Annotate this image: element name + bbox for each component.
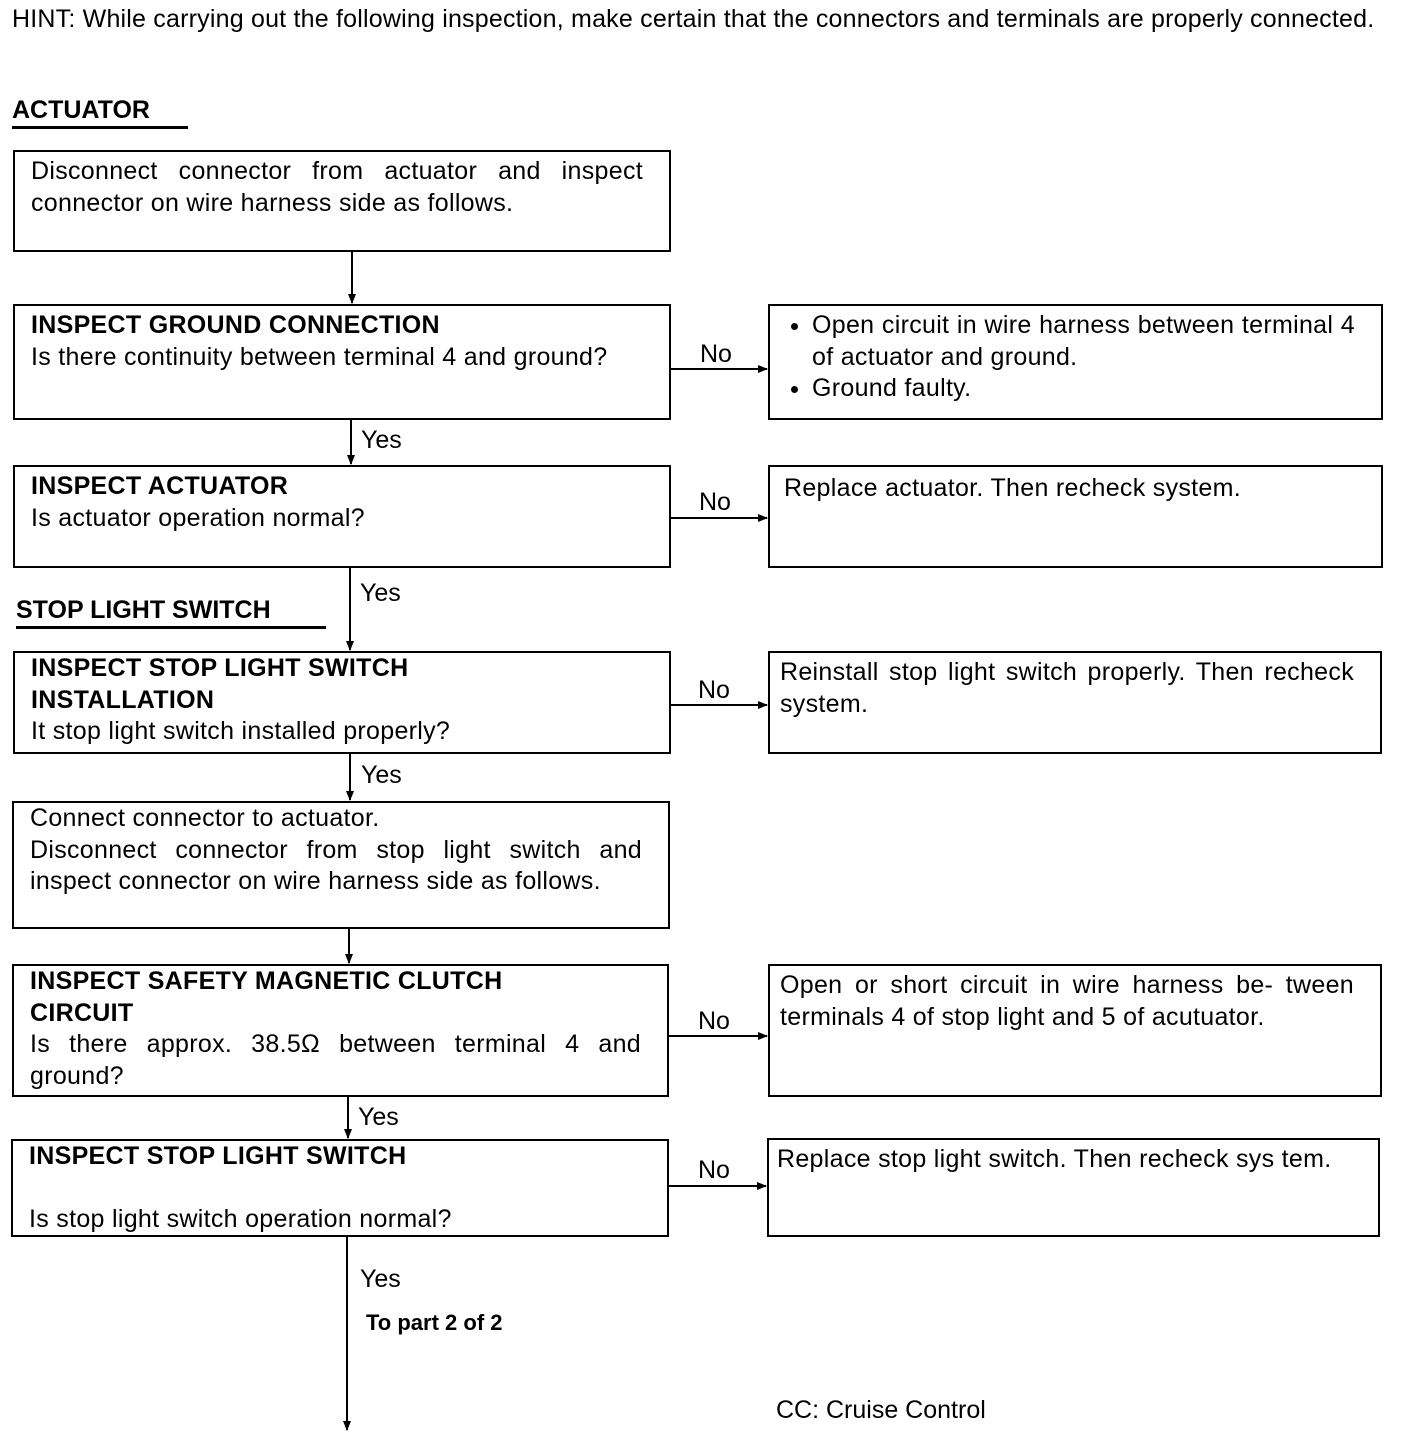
step-inspect-ground-title: INSPECT GROUND CONNECTION [31,311,440,339]
section-heading-actuator: ACTUATOR [12,96,188,129]
no-label-2: No [699,488,731,516]
step-inspect-installation-question: It stop light switch installed properly? [31,717,451,745]
result-replace-switch-text: Replace stop light switch. Then recheck sys tem. [777,1145,1332,1173]
list-item: • Open circuit in wire harness between terminal 4 of actuator and ground. [812,310,1355,373]
step-inspect-clutch-question: Is there approx. 38.5Ω between terminal 4 and ground? [30,1030,641,1090]
section-heading-stop-light-switch: STOP LIGHT SWITCH [16,596,326,629]
step-inspect-stop-switch-title: INSPECT STOP LIGHT SWITCH [29,1142,407,1170]
step-connect-actuator-line1: Connect connector to actuator. [30,804,380,832]
hint-text: HINT: While carrying out the following inspection, make certain that the connectors and terminals are properly connected. [12,5,1375,33]
list-item: • Ground faulty. [812,373,1355,405]
yes-label-1: Yes [361,426,402,454]
yes-label-5: Yes [360,1265,401,1293]
yes-label-4: Yes [358,1103,399,1131]
step-inspect-clutch-title-2: CIRCUIT [30,998,134,1027]
step-inspect-installation-title-1: INSPECT STOP LIGHT SWITCH [31,654,409,682]
yes-label-2: Yes [360,579,401,607]
result-open-short-text: Open or short circuit in wire harness be- tween terminals 4 of stop light and 5 of acutuator. [780,971,1354,1031]
step-inspect-ground-question: Is there continuity between terminal 4 and ground? [31,342,608,371]
step-inspect-clutch-title-1: INSPECT SAFETY MAGNETIC CLUTCH [30,967,503,995]
step-inspect-actuator-title: INSPECT ACTUATOR [31,472,289,500]
step-disconnect-actuator-text: Disconnect connector from actuator and inspect connector on wire harness side as follows. [31,157,643,217]
footnote-abbreviation: CC: Cruise Control [776,1396,986,1424]
no-label-3: No [698,676,730,704]
continuation-label: To part 2 of 2 [366,1310,503,1335]
no-label-5: No [698,1156,730,1184]
yes-label-3: Yes [361,761,402,789]
step-connect-actuator-line2: Disconnect connector from stop light switch and inspect connector on wire harness side as follows. [30,835,642,895]
result-replace-actuator-text: Replace actuator. Then recheck system. [784,474,1241,502]
result-reinstall-switch-text: Reinstall stop light switch properly. Then recheck system. [780,658,1354,718]
no-label-1: No [700,340,732,368]
no-label-4: No [698,1007,730,1035]
step-inspect-actuator-question: Is actuator operation normal? [31,503,365,532]
step-inspect-installation-title-2: INSTALLATION [31,685,215,714]
step-inspect-stop-switch-question: Is stop light switch operation normal? [29,1204,452,1233]
